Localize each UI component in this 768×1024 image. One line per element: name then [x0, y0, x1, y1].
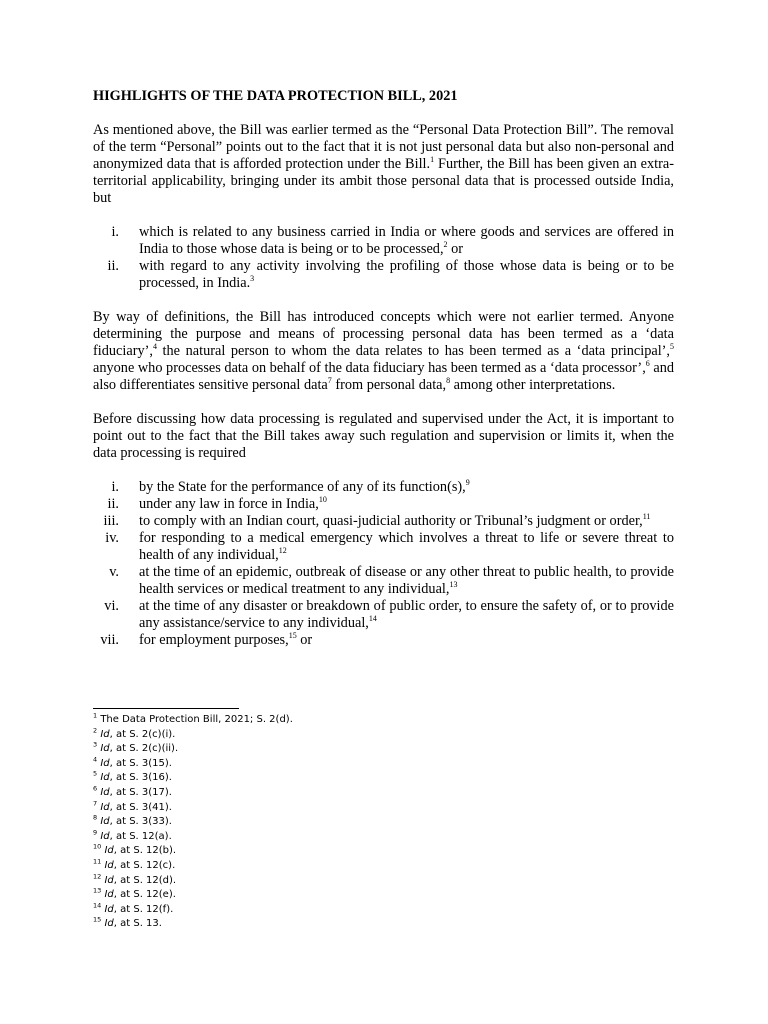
paragraph-definitions — [93, 309, 674, 394]
list-item-text: by the State for the performance of any of its function(s), — [139, 479, 466, 495]
footnote-ref[interactable]: 1 — [430, 155, 435, 165]
footnote-id: Id — [100, 801, 110, 813]
footnote-ref[interactable]: 4 — [152, 342, 157, 352]
footnote-id: Id — [104, 903, 114, 915]
footnote-text: , at S. 3(15). — [109, 757, 172, 769]
footnote-id: Id — [104, 874, 114, 886]
footnote-id: Id — [100, 786, 110, 798]
footnote — [93, 771, 674, 786]
list-item-text: for responding to a medical emergency which involves a threat to life or severe threat to health of any individual, — [139, 530, 674, 563]
definitions-text-6: among other interpretations. — [450, 377, 616, 393]
footnote — [93, 874, 674, 889]
definitions-text-3: anyone who processes data on behalf of the data fiduciary has been termed as a ‘data processor’, — [93, 360, 646, 376]
footnote-ref[interactable]: 8 — [446, 376, 451, 386]
footnote-text: , at S. 13. — [113, 918, 162, 930]
list-item-text: which is related to any business carried in India or where goods and services are offered in India to those whose data is being or to be processed, — [139, 224, 674, 257]
footnote-ref[interactable]: 2 — [443, 240, 448, 250]
list-item-number: iii. — [103, 513, 119, 529]
footnote-ref[interactable]: 12 — [278, 546, 287, 556]
extraterritorial-list — [93, 224, 674, 292]
list-item-text: at the time of any disaster or breakdown of public order, to ensure the safety of, or to provide any assistance/service to any individual, — [139, 598, 674, 631]
document-body — [93, 88, 674, 666]
footnote-number: 5 — [93, 770, 98, 779]
footnote-ref[interactable]: 6 — [645, 359, 650, 369]
footnote-id: Id — [104, 859, 114, 871]
definitions-text-5: from personal data, — [331, 377, 447, 393]
footnote-number: 13 — [93, 886, 102, 895]
footnote-number: 8 — [93, 813, 98, 822]
list-item — [93, 598, 674, 632]
footnote-ref[interactable]: 9 — [465, 478, 470, 488]
footnote-id: Id — [100, 743, 110, 755]
list-item-number: i. — [111, 224, 119, 240]
footnote-text: , at S. 12(b). — [113, 845, 177, 857]
footnote-ref[interactable]: 10 — [318, 495, 327, 505]
footnote-number: 4 — [93, 755, 98, 764]
list-item-number: ii. — [107, 258, 119, 274]
footnote-number: 10 — [93, 843, 102, 852]
paragraph-intro — [93, 122, 674, 207]
definitions-text-1: By way of definitions, the Bill has introduced concepts which were not earlier termed. Anyone determining the purpose and means of processing personal data has been termed as a ‘data fiduciary’, — [93, 309, 674, 359]
footnote-id: Id — [104, 889, 114, 901]
footnote-text: , at S. 12(e). — [113, 889, 176, 901]
footnote-ref[interactable]: 3 — [250, 274, 255, 284]
footnote — [93, 815, 674, 830]
footnote-ref[interactable]: 7 — [327, 376, 332, 386]
list-item-number: i. — [111, 479, 119, 495]
footnote-text: , at S. 2(c)(ii). — [109, 743, 179, 755]
footnote-ref[interactable]: 15 — [288, 631, 297, 641]
definitions-text-2: the natural person to whom the data relates to has been termed as a ‘data principal’, — [156, 343, 670, 359]
footnote-ref[interactable]: 5 — [670, 342, 674, 352]
footnote-text: The Data Protection Bill, 2021; S. 2(d). — [100, 714, 293, 725]
footnote-id: Id — [100, 816, 110, 828]
footnote — [93, 801, 674, 816]
list-item-number: vi. — [104, 598, 119, 614]
list-item-number: ii. — [107, 496, 119, 512]
list-item-number: v. — [109, 564, 119, 580]
footnote — [93, 728, 674, 743]
footnotes-section — [93, 708, 674, 932]
footnote-ref[interactable]: 14 — [368, 614, 377, 624]
list-item-tail: or — [296, 632, 313, 648]
list-item — [93, 530, 674, 564]
list-item-text: for employment purposes, — [139, 632, 289, 648]
definitions-text-4: and also differentiates sensitive personal data — [93, 360, 674, 393]
footnote-number: 3 — [93, 740, 98, 749]
footnote-text: , at S. 2(c)(i). — [109, 728, 176, 740]
footnote-id: Id — [100, 830, 110, 842]
footnote-ref[interactable]: 13 — [449, 580, 458, 590]
list-item — [93, 479, 674, 496]
list-item — [93, 632, 674, 649]
footnote-text: , at S. 12(a). — [109, 830, 172, 842]
footnote-number: 14 — [93, 901, 102, 910]
footnote-divider — [93, 708, 239, 709]
footnote — [93, 903, 674, 918]
footnote — [93, 742, 674, 757]
list-item — [93, 513, 674, 530]
footnote-number: 2 — [93, 726, 98, 735]
list-item — [93, 496, 674, 513]
footnote-ref[interactable]: 11 — [642, 512, 651, 522]
footnote — [93, 859, 674, 874]
footnote-id: Id — [104, 845, 114, 857]
footnote — [93, 844, 674, 859]
list-item-number: iv. — [105, 530, 119, 546]
footnote-id: Id — [100, 772, 110, 784]
list-item-text: under any law in force in India, — [139, 496, 319, 512]
footnote — [93, 888, 674, 903]
footnote-number: 11 — [93, 857, 102, 866]
footnote-number: 15 — [93, 915, 102, 924]
list-item — [93, 564, 674, 598]
page-title: HIGHLIGHTS OF THE DATA PROTECTION BILL, 2021 — [93, 88, 458, 104]
paragraph-exemptions: Before discussing how data processing is regulated and supervised under the Act, it is important to point out to the fact that the Bill takes away such regulation and supervision or limits it, when the data processing is required — [93, 411, 674, 461]
footnote — [93, 830, 674, 845]
footnote — [93, 917, 674, 932]
footnote-number: 7 — [93, 799, 98, 808]
footnote-id: Id — [104, 918, 114, 930]
list-item-number: vii. — [100, 632, 119, 648]
list-item-text: at the time of an epidemic, outbreak of disease or any other threat to public health, to provide health services or medical treatment to any individual, — [139, 564, 674, 597]
footnote-text: , at S. 12(c). — [113, 859, 176, 871]
footnote — [93, 786, 674, 801]
footnote-number: 12 — [93, 872, 102, 881]
paragraph-intro-text-a: As mentioned above, the Bill was earlier termed as the “Personal Data Protection Bill”. The removal of the term “Personal” points out to the fact that it is not just personal data but also non-personal and anonymized data that is afforded protection under the Bill. — [93, 122, 674, 172]
footnote-list — [93, 713, 674, 932]
list-item — [93, 258, 674, 292]
footnote-text: , at S. 3(41). — [109, 801, 172, 813]
list-item-text: with regard to any activity involving the profiling of those whose data is being or to be processed, in India. — [139, 258, 674, 291]
footnote-text: , at S. 3(16). — [109, 772, 172, 784]
footnote-number: 6 — [93, 784, 98, 793]
footnote-id: Id — [100, 728, 110, 740]
footnote-text: , at S. 12(f). — [113, 903, 174, 915]
footnote-id: Id — [100, 757, 110, 769]
footnote-text: , at S. 3(17). — [109, 786, 172, 798]
footnote — [93, 757, 674, 772]
list-item-text: to comply with an Indian court, quasi-judicial authority or Tribunal’s judgment or order, — [139, 513, 643, 529]
list-item-tail: or — [447, 241, 464, 257]
list-item — [93, 224, 674, 258]
footnote-text: , at S. 3(33). — [109, 816, 172, 828]
paragraph-intro-text-b: Further, the Bill has been given an extra-territorial applicability, bringing under its ambit those personal data that is processed outside India, but — [93, 156, 674, 206]
footnote-number: 1 — [93, 711, 98, 720]
footnote-text: , at S. 12(d). — [113, 874, 177, 886]
exemptions-list — [93, 479, 674, 649]
footnote-number: 9 — [93, 828, 98, 837]
footnote — [93, 713, 674, 728]
